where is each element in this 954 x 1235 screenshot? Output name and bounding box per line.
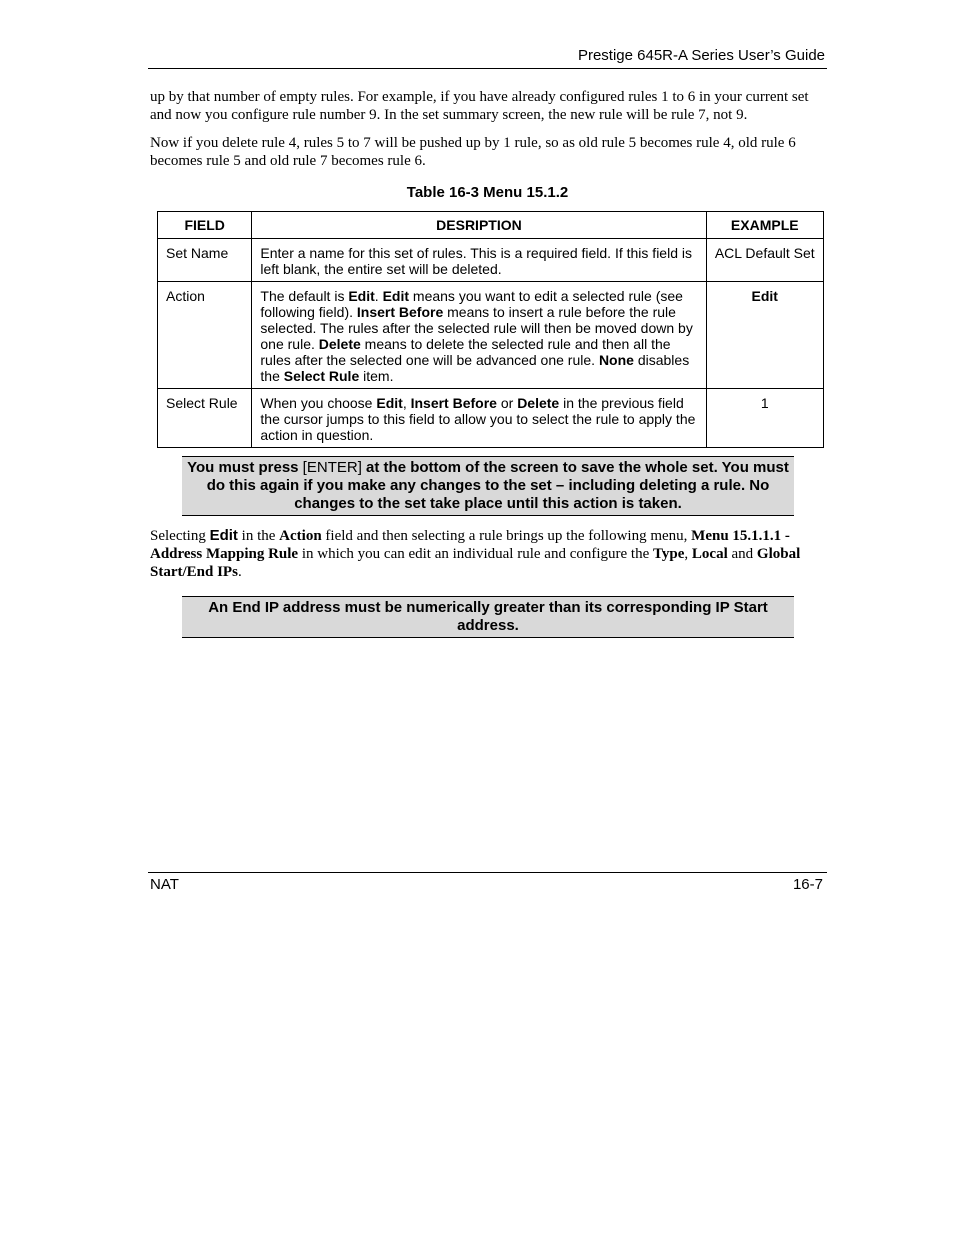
desc-text: in the previous field the cursor jumps to this field to allow you to select the rule to apply the action in question. — [260, 395, 696, 443]
desc-bold: Edit — [348, 288, 375, 304]
example-cell: ACL Default Set — [706, 239, 823, 282]
para-bold: Action — [279, 528, 322, 544]
desc-text: means you want to edit a selected rule (see following field). — [260, 288, 683, 320]
para-text: field and then selecting a rule brings up the following menu, — [321, 528, 692, 544]
footer-page-number: 16-7 — [792, 876, 823, 893]
para-text: Selecting — [150, 528, 210, 544]
para-bold: Edit — [209, 527, 238, 544]
note-bold: at the bottom of the screen to save the whole set. You must do this again if you make any changes to the set – including deleting a rule. No changes to the set take place until this action is taken. — [206, 459, 789, 512]
desc-text: , — [402, 395, 411, 411]
desc-bold: Edit — [382, 288, 410, 304]
desc-text: disables the — [260, 352, 690, 384]
desc-bold: Select Rule — [283, 368, 360, 384]
para-text: in the — [237, 528, 280, 544]
running-header: Prestige 645R-A Series User’s Guide — [577, 47, 825, 64]
table-row — [158, 239, 824, 282]
note-box-end-ip: An End IP address must be numerically greater than its corresponding IP Start address. — [182, 596, 794, 638]
header-description: DESRIPTION — [252, 212, 706, 239]
para-text: in which you can edit an individual rule and configure the — [298, 546, 653, 562]
desc-text: means to delete the selected rule and then all the rules after the selected one will be advanced one rule. — [260, 336, 671, 368]
field-cell: Select Rule — [158, 389, 252, 448]
para-text: , — [684, 546, 692, 562]
para-bold: Menu 15.1.1.1 - Address Mapping Rule — [150, 528, 790, 562]
field-cell: Set Name — [158, 239, 252, 282]
footer-rule — [148, 872, 827, 873]
intro-paragraph-2: Now if you delete rule 4, rules 5 to 7 will be pushed up by 1 rule, so as old rule 5 becomes rule 4, old rule 6 becomes rule 5 and old rule 7 becomes rule 6. — [150, 135, 796, 169]
table-row — [158, 389, 824, 448]
intro-paragraph-1: up by that number of empty rules. For example, if you have already configured rules 1 to 6 in your current set and now you configure rule number 9. In the set summary screen, the new rule will be rule 7, not 9. — [150, 89, 809, 123]
footer-chapter: NAT — [150, 876, 179, 893]
description-cell: Enter a name for this set of rules. This is a required field. If this field is left blank, the entire set will be deleted. — [252, 239, 706, 282]
para-bold: Type — [653, 546, 685, 562]
desc-bold: Delete — [318, 336, 361, 352]
note-bold: You must press — [187, 459, 299, 476]
table-header-row — [158, 212, 824, 239]
description-cell — [252, 282, 706, 389]
desc-text: or — [496, 395, 518, 411]
header-rule — [148, 68, 827, 69]
desc-bold: Insert Before — [410, 395, 497, 411]
desc-bold: None — [598, 352, 634, 368]
desc-bold: Insert Before — [356, 304, 444, 320]
edit-paragraph — [150, 527, 825, 581]
desc-text: When you choose — [260, 395, 377, 411]
header-example: EXAMPLE — [706, 212, 823, 239]
header-field: FIELD — [158, 212, 252, 239]
desc-bold: Edit — [376, 395, 403, 411]
example-cell: 1 — [706, 389, 823, 448]
table-row — [158, 282, 824, 389]
desc-text: . — [374, 288, 383, 304]
description-cell — [252, 389, 706, 448]
para-bold: Local — [691, 546, 728, 562]
desc-bold: Delete — [517, 395, 560, 411]
para-text: and — [727, 546, 757, 562]
desc-text: means to insert a rule before the rule selected. The rules after the selected rule will then be moved down by one rule. — [260, 304, 693, 352]
field-cell: Action — [158, 282, 252, 389]
desc-text: item. — [359, 368, 394, 384]
desc-text: The default is — [260, 288, 349, 304]
menu-table — [157, 211, 824, 448]
example-cell: Edit — [706, 282, 823, 389]
table-title: Table 16-3 Menu 15.1.2 — [406, 184, 569, 201]
note-text: [ENTER] — [298, 459, 367, 476]
para-text: . — [237, 564, 242, 580]
para-bold: Global Start/End IPs — [150, 546, 801, 580]
note-box-save — [182, 456, 794, 516]
